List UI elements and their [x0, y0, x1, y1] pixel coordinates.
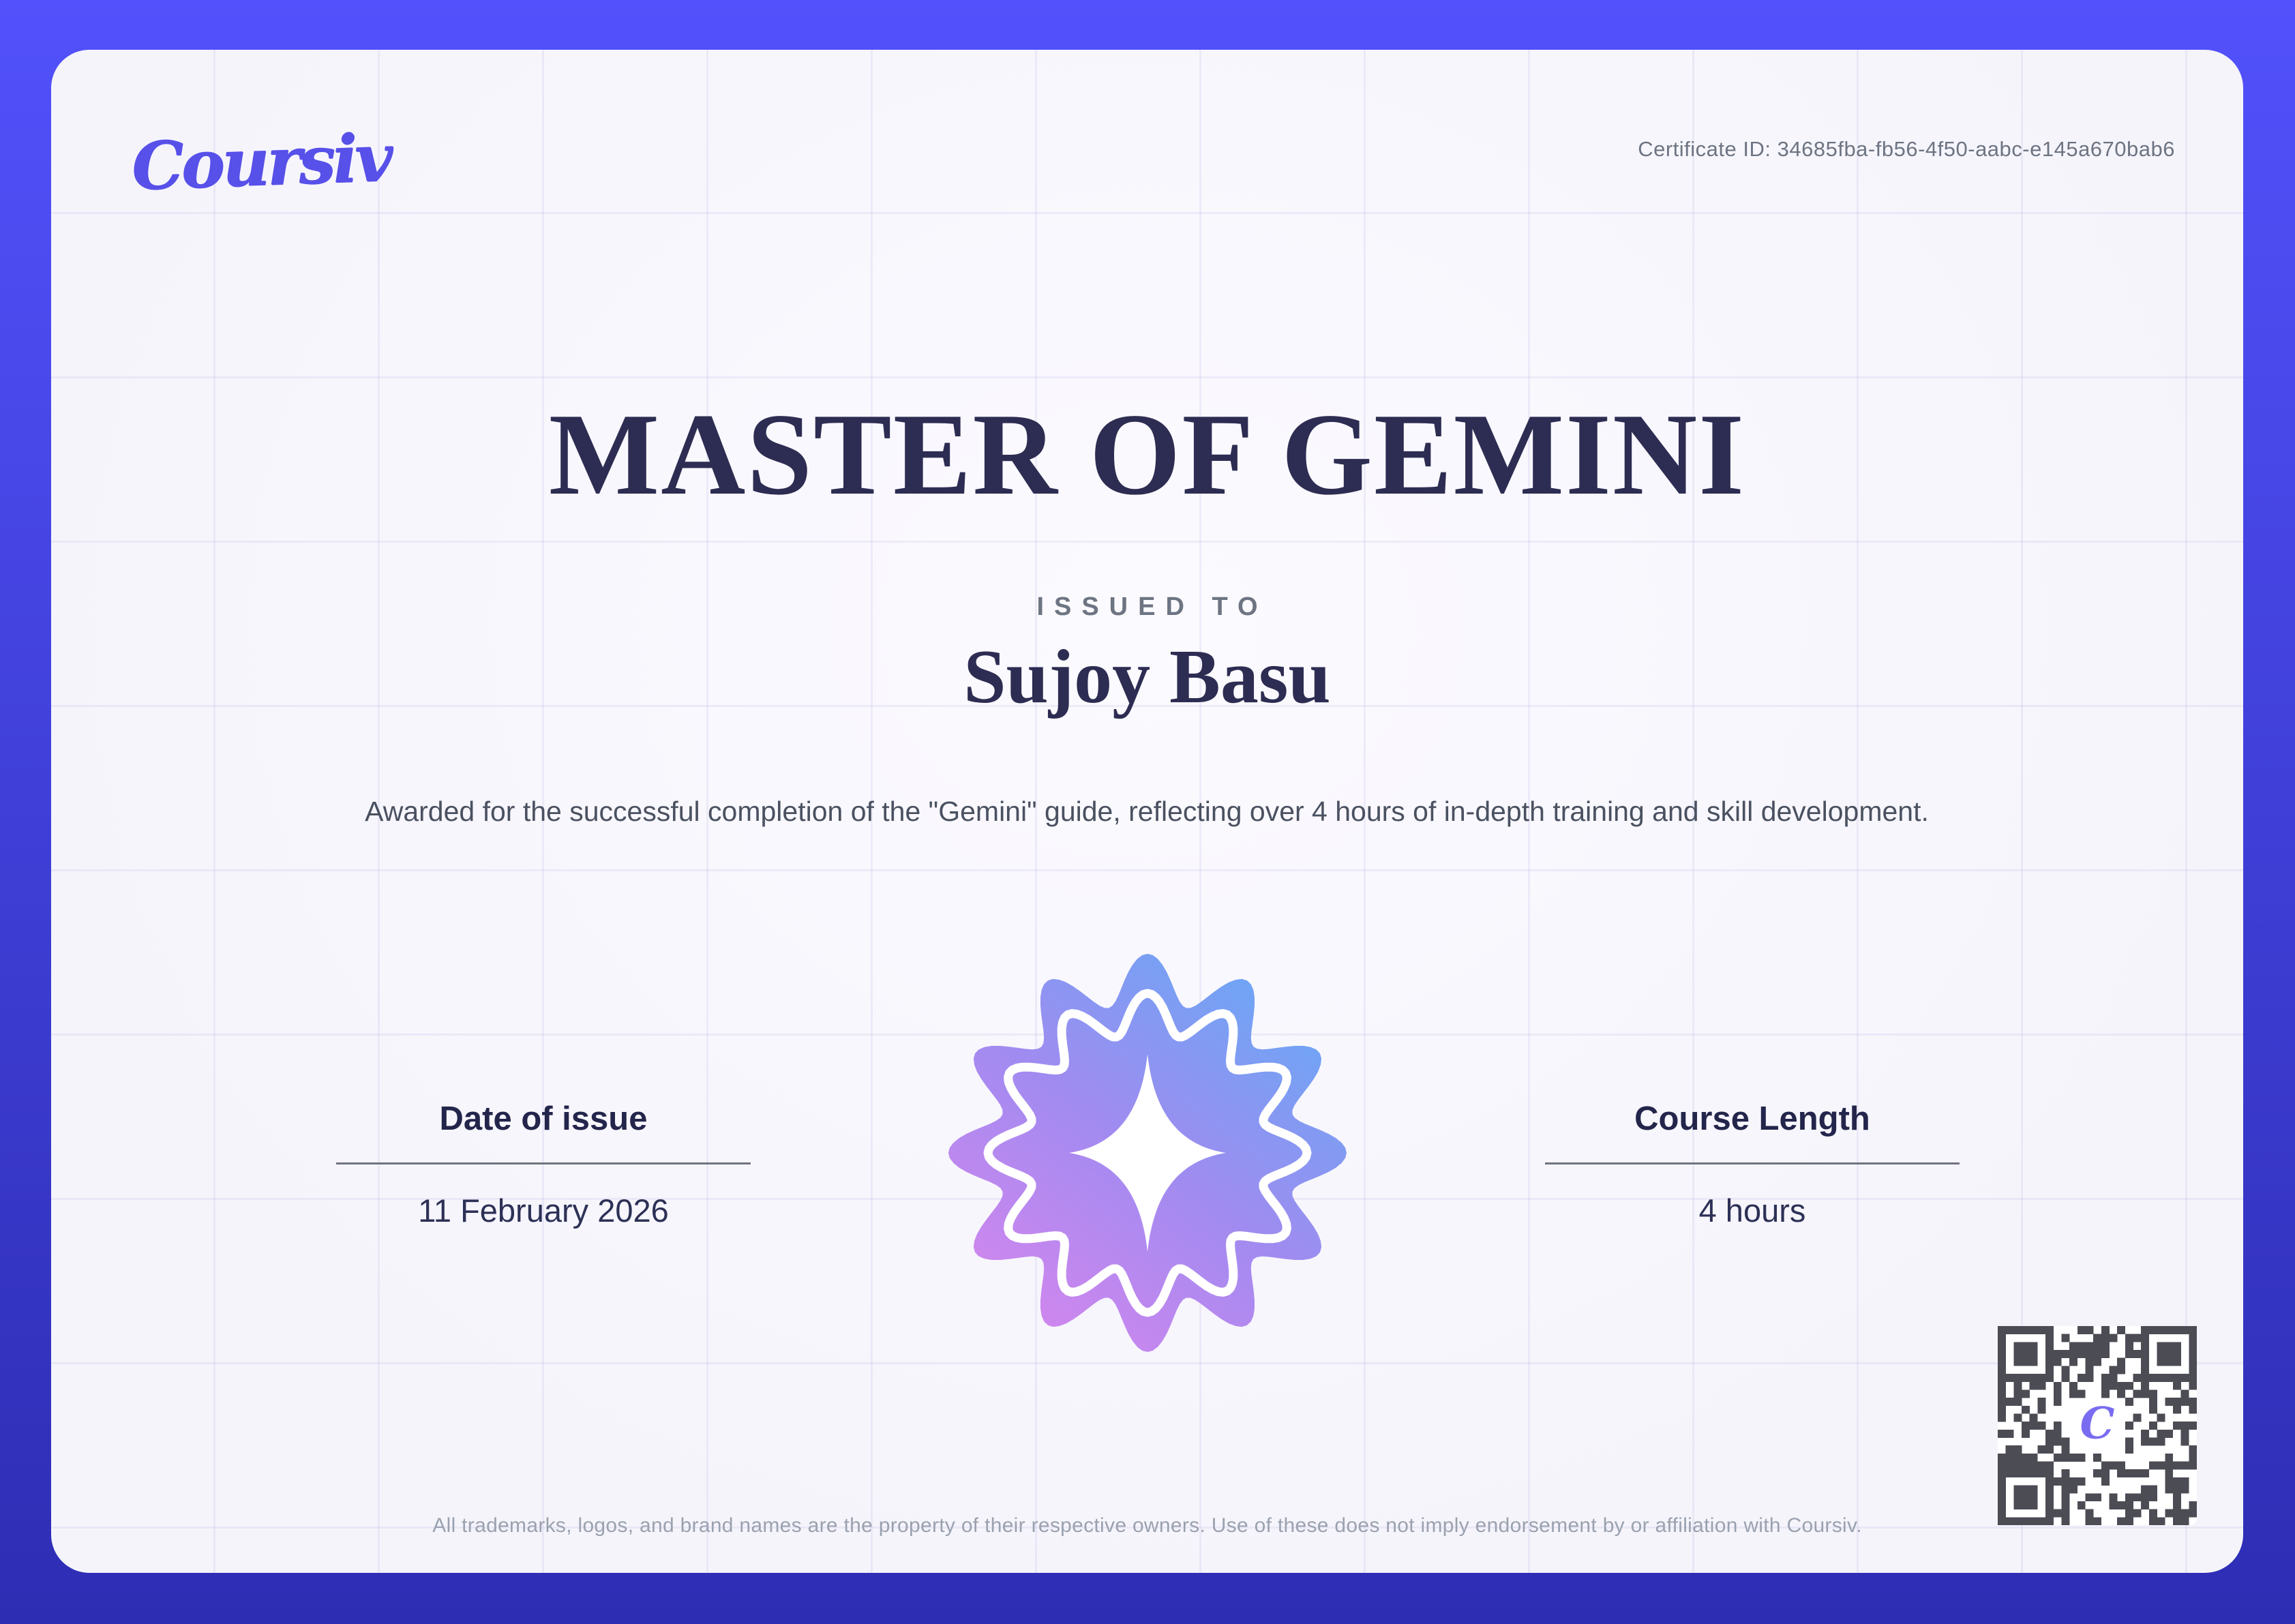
date-divider-line [336, 1162, 751, 1164]
starburst-seal-sparkle-icon [943, 948, 1352, 1357]
certificate-id-value: 34685fba-fb56-4f50-aabc-e145a670bab6 [1777, 137, 2175, 161]
certificate-card [51, 50, 2243, 1573]
recipient-name: Sujoy Basu [963, 635, 1331, 719]
disclaimer-text: All trademarks, logos, and brand names are the property of their respective owners. Use of these does not imply endorsement by or affiliation with Coursiv. [432, 1514, 1862, 1537]
page-title: MASTER OF GEMINI [548, 390, 1746, 520]
certificate-id-label: Certificate ID: [1638, 137, 1771, 161]
qr-monogram-c-icon: C [2080, 1398, 2115, 1449]
qr-code [1998, 1326, 2197, 1525]
course-length-label: Course Length [1634, 1100, 1870, 1137]
award-description: Awarded for the successful completion of the "Gemini" guide, reflecting over 4 hours of in-depth training and skill development. [365, 796, 1929, 827]
coursiv-logo: Coursiv [130, 119, 391, 205]
date-of-issue-value: 11 February 2026 [418, 1192, 669, 1229]
date-of-issue-label: Date of issue [439, 1100, 648, 1137]
issued-to-label: ISSUED TO [1036, 592, 1268, 621]
certificate-id [1638, 137, 2175, 162]
date-of-issue-block [332, 1100, 755, 1229]
course-length-block [1541, 1100, 1964, 1229]
length-divider-line [1545, 1162, 1960, 1164]
course-length-value: 4 hours [1698, 1192, 1806, 1229]
